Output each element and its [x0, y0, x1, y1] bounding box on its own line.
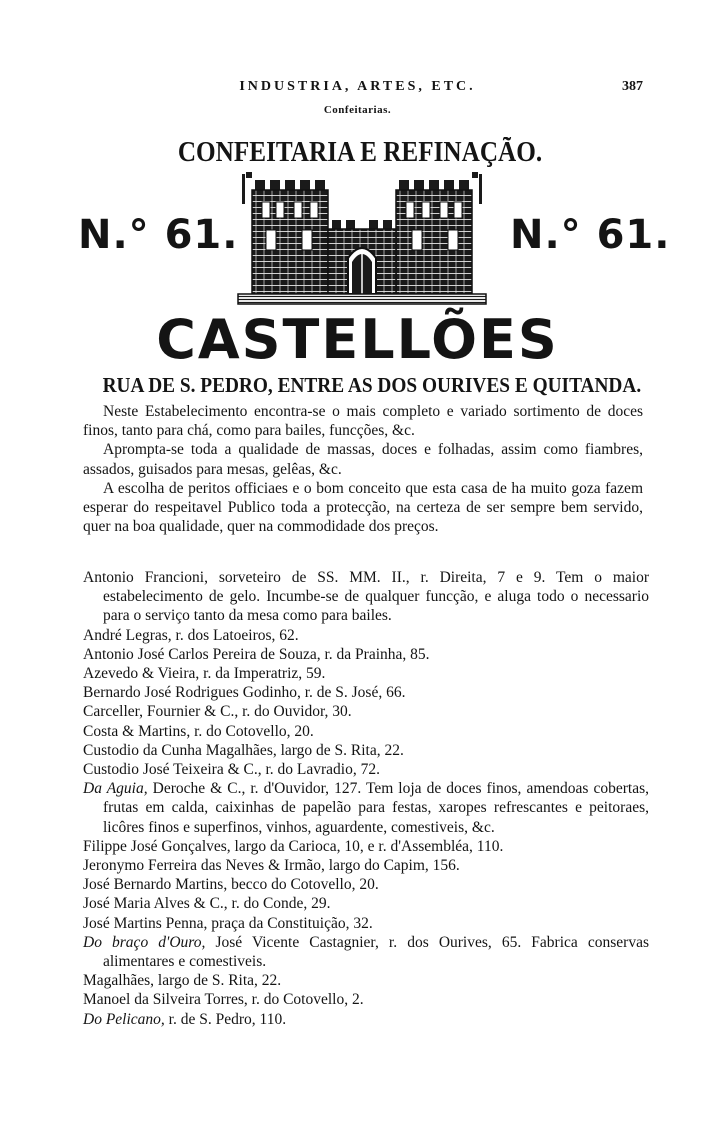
list-item [83, 683, 649, 702]
confectioners-listing [83, 568, 649, 1029]
listing-text: Carceller, Fournier & C., r. do Ouvidor, 30. [83, 703, 352, 721]
listing-text: Antonio José Carlos Pereira de Souza, r. da Prainha, 85. [83, 645, 430, 663]
list-item [83, 568, 649, 626]
listing-shop-name: Do braço d'Ouro, [83, 933, 206, 951]
list-item [83, 875, 649, 894]
listing-text: Manoel da Silveira Torres, r. do Cotovello, 2. [83, 991, 364, 1009]
ad-body [83, 402, 643, 536]
list-item [83, 856, 649, 875]
page-number: 387 [622, 79, 643, 94]
list-item [83, 626, 649, 645]
listing-text: Costa & Martins, r. do Cotovello, 20. [83, 722, 314, 740]
ad-heading: CONFEITARIA E REFINAÇÃO. [177, 137, 543, 168]
listing-text: Bernardo José Rodrigues Godinho, r. de S. José, 66. [83, 684, 406, 702]
listing-shop-name: Da Aguia, [83, 780, 148, 798]
list-item [83, 894, 649, 913]
listing-text: José Vicente Castagnier, r. dos Ourives, 65. Fabrica conservas alimentares e comestiveis. [103, 933, 649, 971]
section-label: Confeitarias. [323, 104, 392, 116]
listing-text: Custodio da Cunha Magalhães, largo de S. Rita, 22. [83, 741, 404, 759]
listing-text: José Martins Penna, praça da Constituição, 32. [83, 914, 373, 932]
ad-paragraph: Aprompta-se toda a qualidade de massas, doces e folhadas, assim como fiambres, assados, guisados para mesas, gelêas, &c. [83, 441, 643, 478]
list-item [83, 779, 649, 837]
ad-business-name: CASTELLÕES [156, 308, 559, 371]
list-item [83, 914, 649, 933]
list-item [83, 702, 649, 721]
list-item [83, 741, 649, 760]
list-item [83, 990, 649, 1009]
running-head: INDUSTRIA, ARTES, ETC. [239, 79, 476, 94]
listing-text: Magalhães, largo de S. Rita, 22. [83, 972, 282, 990]
listing-text: Jeronymo Ferreira das Neves & Irmão, largo do Capim, 156. [83, 857, 460, 875]
listing-text: José Bernardo Martins, becco do Cotovello, 20. [83, 876, 379, 894]
listing-text: Custodio José Teixeira & C., r. do Lavradio, 72. [83, 761, 380, 779]
listing-text: Antonio Francioni, sorveteiro de SS. MM. II., r. Direita, 7 e 9. Tem o maior estabelecimento de gelo. Incumbe-se de qualquer funcção, e aluga todo o necessario para o serviço tanto da mesa como para bailes. [83, 569, 649, 625]
listing-text: Azevedo & Vieira, r. da Imperatriz, 59. [83, 665, 326, 683]
list-item [83, 1010, 649, 1029]
listing-text: Filippe José Gonçalves, largo da Carioca, 10, e r. d'Assembléa, 110. [83, 837, 504, 855]
ad-number-right: N.° 61. [510, 212, 671, 258]
listing-text: José Maria Alves & C., r. do Conde, 29. [83, 895, 331, 913]
listing-text: Deroche & C., r. d'Ouvidor, 127. Tem loja de doces finos, amendoas cobertas, frutas em calda, caixinhas de papelão para festas, xaropes refrescantes e peitoraes, licôres finos e superfinos, vinhos, aguardente, comestiveis, &c. [103, 780, 649, 836]
listing-text: r. de S. Pedro, 110. [164, 1010, 287, 1028]
castle-emblem-icon [236, 172, 488, 306]
list-item [83, 722, 649, 741]
ad-paragraph: A escolha de peritos officiaes e o bom conceito que esta casa de ha muito goza fazem esperar do respeitavel Publico toda a protecção, na certeza de ser sempre bem servido, quer na boa qualidade, quer na commodidade dos preços. [83, 479, 643, 536]
list-item [83, 971, 649, 990]
ad-paragraph: Neste Estabelecimento encontra-se o mais completo e variado sortimento de doces finos, tanto para chá, como para bailes, funcções, &c. [83, 403, 643, 440]
list-item [83, 760, 649, 779]
list-item [83, 933, 649, 971]
ad-number-left: N.° 61. [78, 212, 239, 258]
list-item [83, 645, 649, 664]
ad-address: RUA DE S. PEDRO, ENTRE AS DOS OURIVES E QUITANDA. [102, 373, 642, 397]
listing-shop-name: Do Pelicano, [83, 1010, 165, 1028]
list-item [83, 664, 649, 683]
list-item [83, 837, 649, 856]
listing-text: André Legras, r. dos Latoeiros, 62. [83, 626, 299, 644]
